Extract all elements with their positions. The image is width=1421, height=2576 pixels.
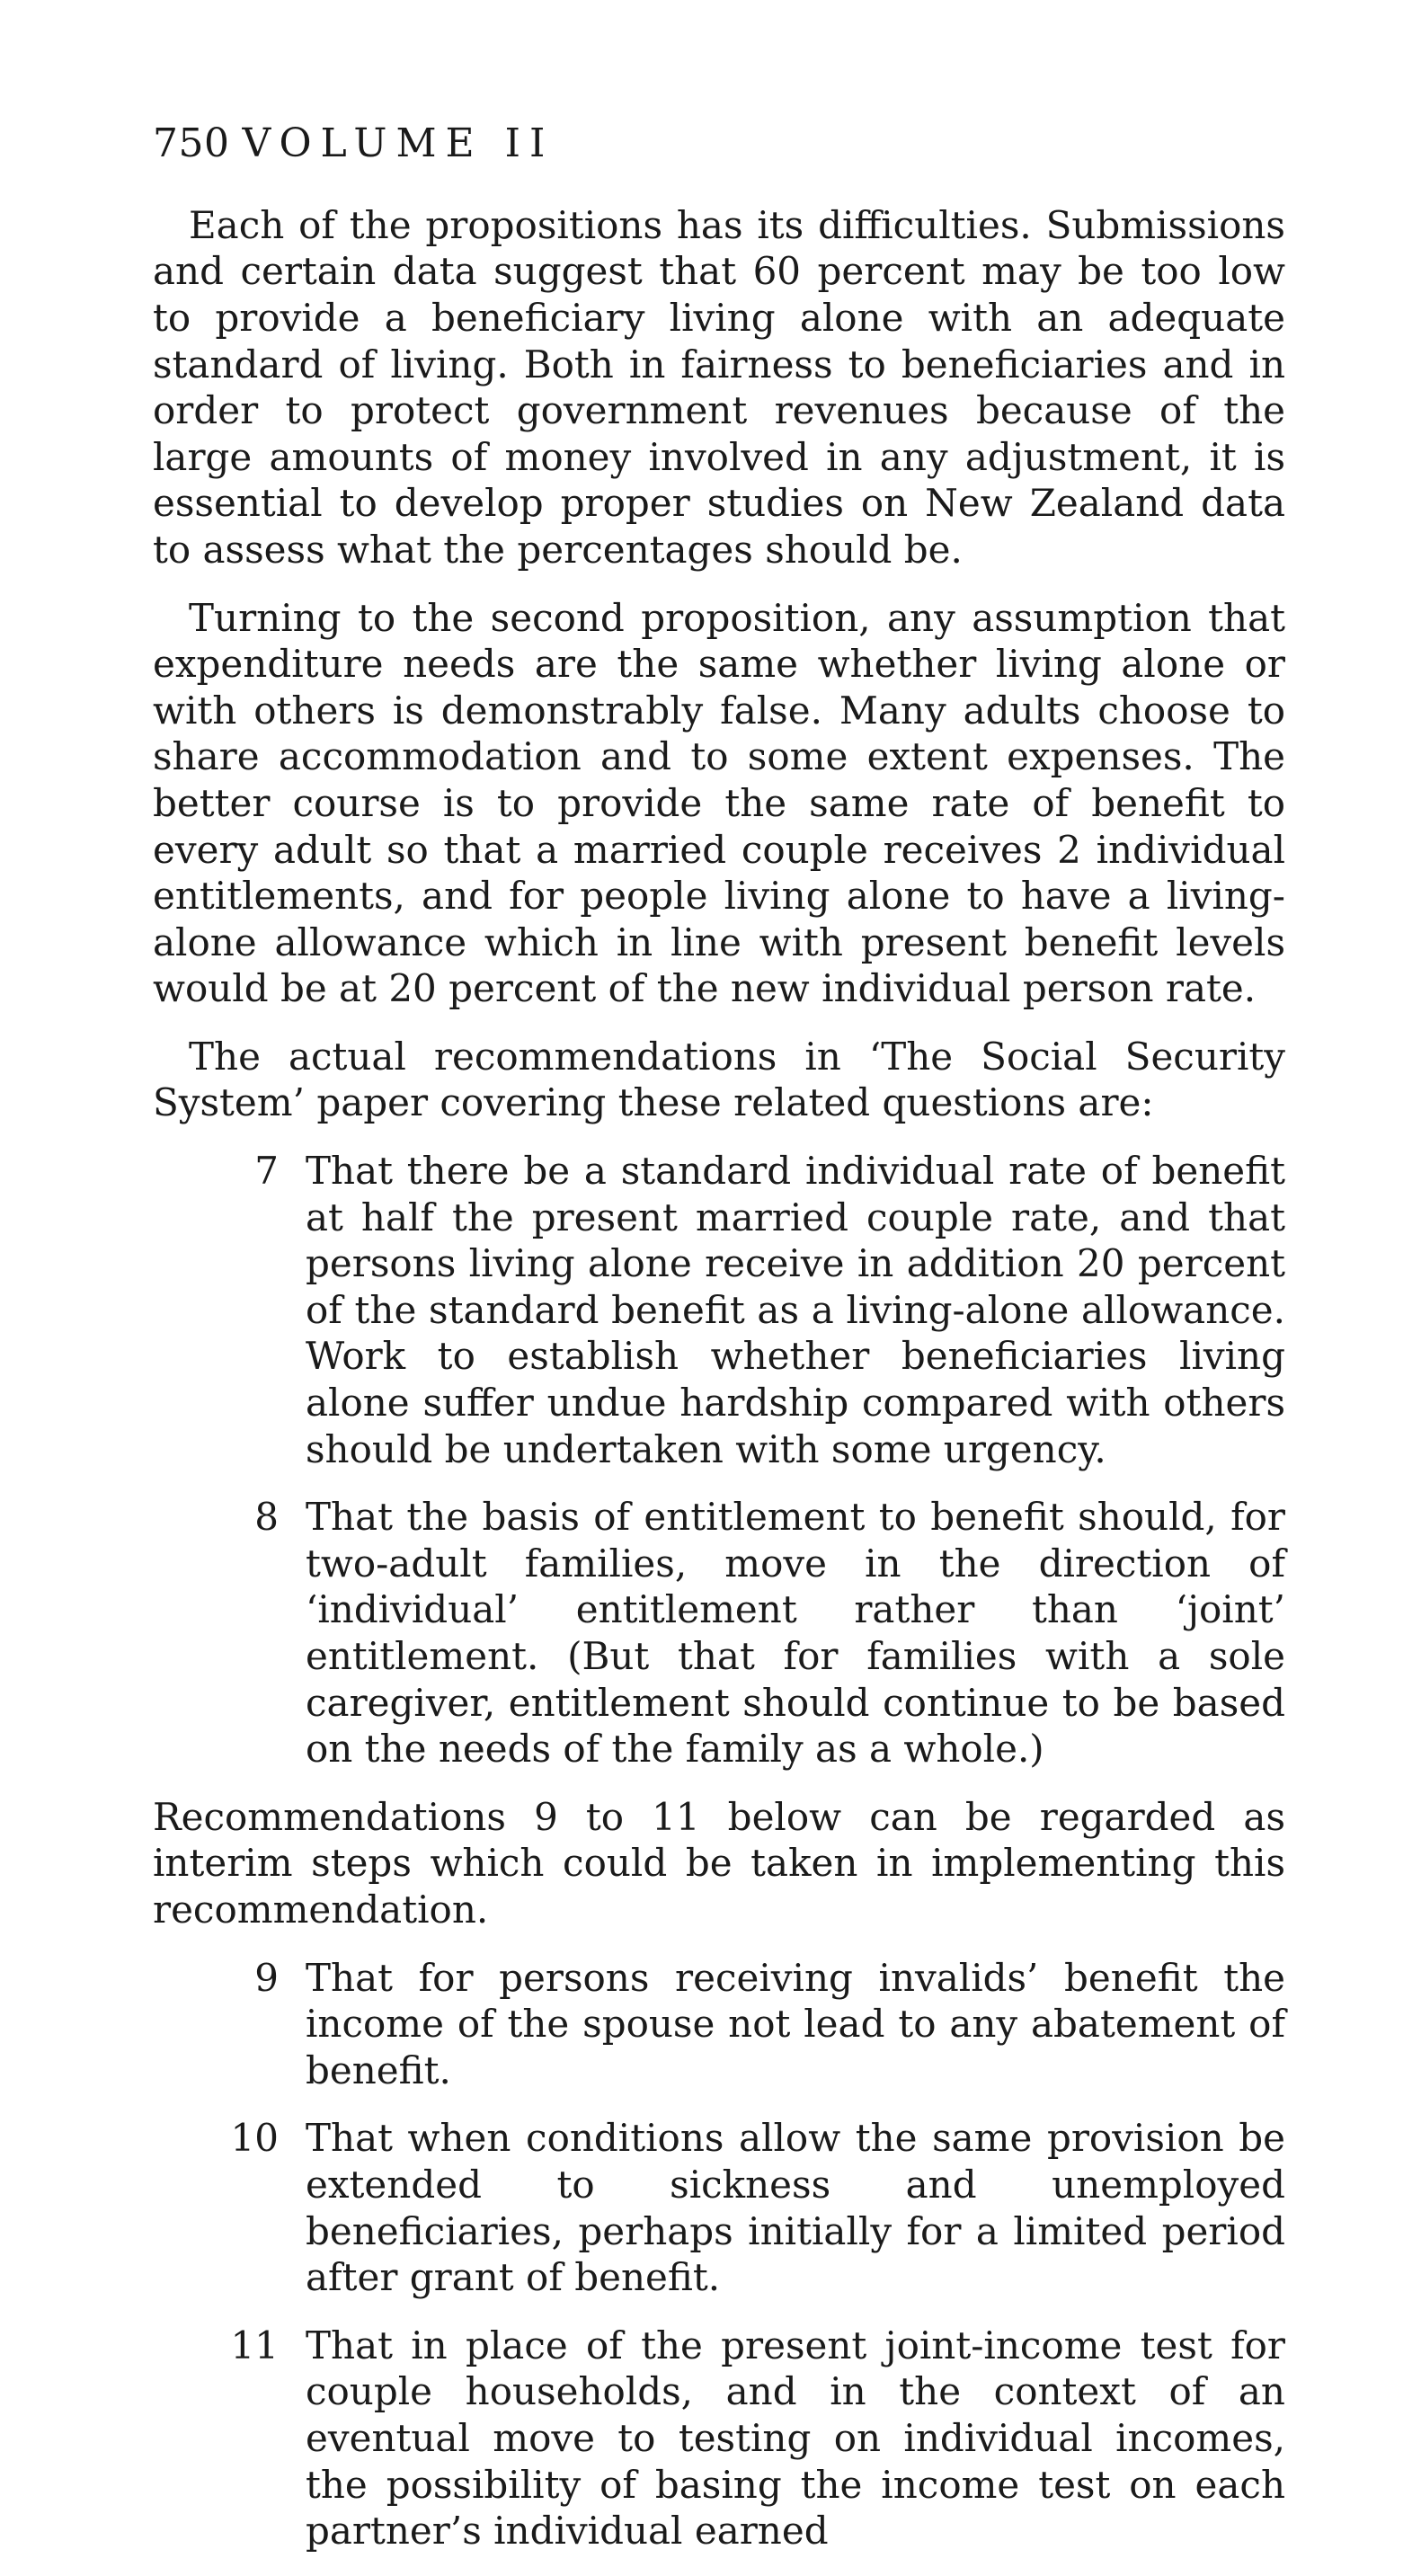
recommendation-number: 11 xyxy=(230,2323,279,2367)
recommendation-item xyxy=(153,1955,1285,2094)
recommendation-item xyxy=(153,1148,1285,1472)
recommendation-text: That in place of the present joint-income test for couple households, and in the context of an eventual move to testing on individual incomes, the possibility of basing the income test on each partner’s individual earned xyxy=(306,2323,1285,2554)
paragraph-interim-steps: Recommendations 9 to 11 below can be regarded as interim steps which could be taken in implementing this recommendation. xyxy=(153,1794,1285,1932)
recommendation-number: 9 xyxy=(254,1955,279,2000)
recommendation-text: That for persons receiving invalids’ benefit the income of the spouse not lead to any abatement of benefit. xyxy=(306,1955,1285,2092)
paragraph-second-proposition: Turning to the second proposition, any assumption that expenditure needs are the same whether living alone or with others is demonstrably false. Many adults choose to share accommodation and to some extent expenses. The better course is to provide the same rate of benefit to every adult so that a married couple receives 2 individual entitlements, and for people living alone to have a living-alone allowance which in line with present benefit levels would be at 20 percent of the new individual person rate. xyxy=(153,595,1285,1011)
page-number: 750 xyxy=(153,120,230,166)
paragraph-recommendations-intro: The actual recommendations in ‘The Social Security System’ paper covering these related questions are: xyxy=(153,1034,1285,1125)
running-head xyxy=(153,120,1285,168)
recommendation-item xyxy=(153,1494,1285,1772)
recommendation-item xyxy=(153,2323,1285,2554)
recommendation-number: 10 xyxy=(230,2116,279,2161)
recommendation-number: 8 xyxy=(254,1495,279,1540)
recommendation-text: That there be a standard individual rate of benefit at half the present married couple rate, and that persons living alone receive in addition 20 percent of the standard benefit as a living-alone allowance. Work to establish whether beneficiaries living alone suffer undue hardship compared with others should be undertaken with some urgency. xyxy=(306,1149,1285,1471)
recommendation-item xyxy=(153,2115,1285,2300)
paragraph-propositions: Each of the propositions has its difficulties. Submissions and certain data suggest that 60 percent may be too low to provide a beneficiary living alone with an adequate standard of living. Both in fairness to beneficiaries and in order to protect government revenues because of the large amounts of money involved in any adjustment, it is essential to develop proper studies on New Zealand data to assess what the percentages should be. xyxy=(153,202,1285,572)
recommendation-text: That when conditions allow the same provision be extended to sickness and unemployed beneficiaries, perhaps initially for a limited period after grant of benefit. xyxy=(306,2116,1285,2300)
document-page xyxy=(153,120,1285,2576)
recommendation-text: That the basis of entitlement to benefit should, for two-adult families, move in the direction of ‘individual’ entitlement rather than ‘joint’ entitlement. (But that for families with a sole caregiver, entitlement should continue to be based on the needs of the family as a whole.) xyxy=(306,1495,1285,1772)
recommendation-number: 7 xyxy=(254,1149,279,1194)
volume-label: VOLUME II xyxy=(242,120,555,166)
